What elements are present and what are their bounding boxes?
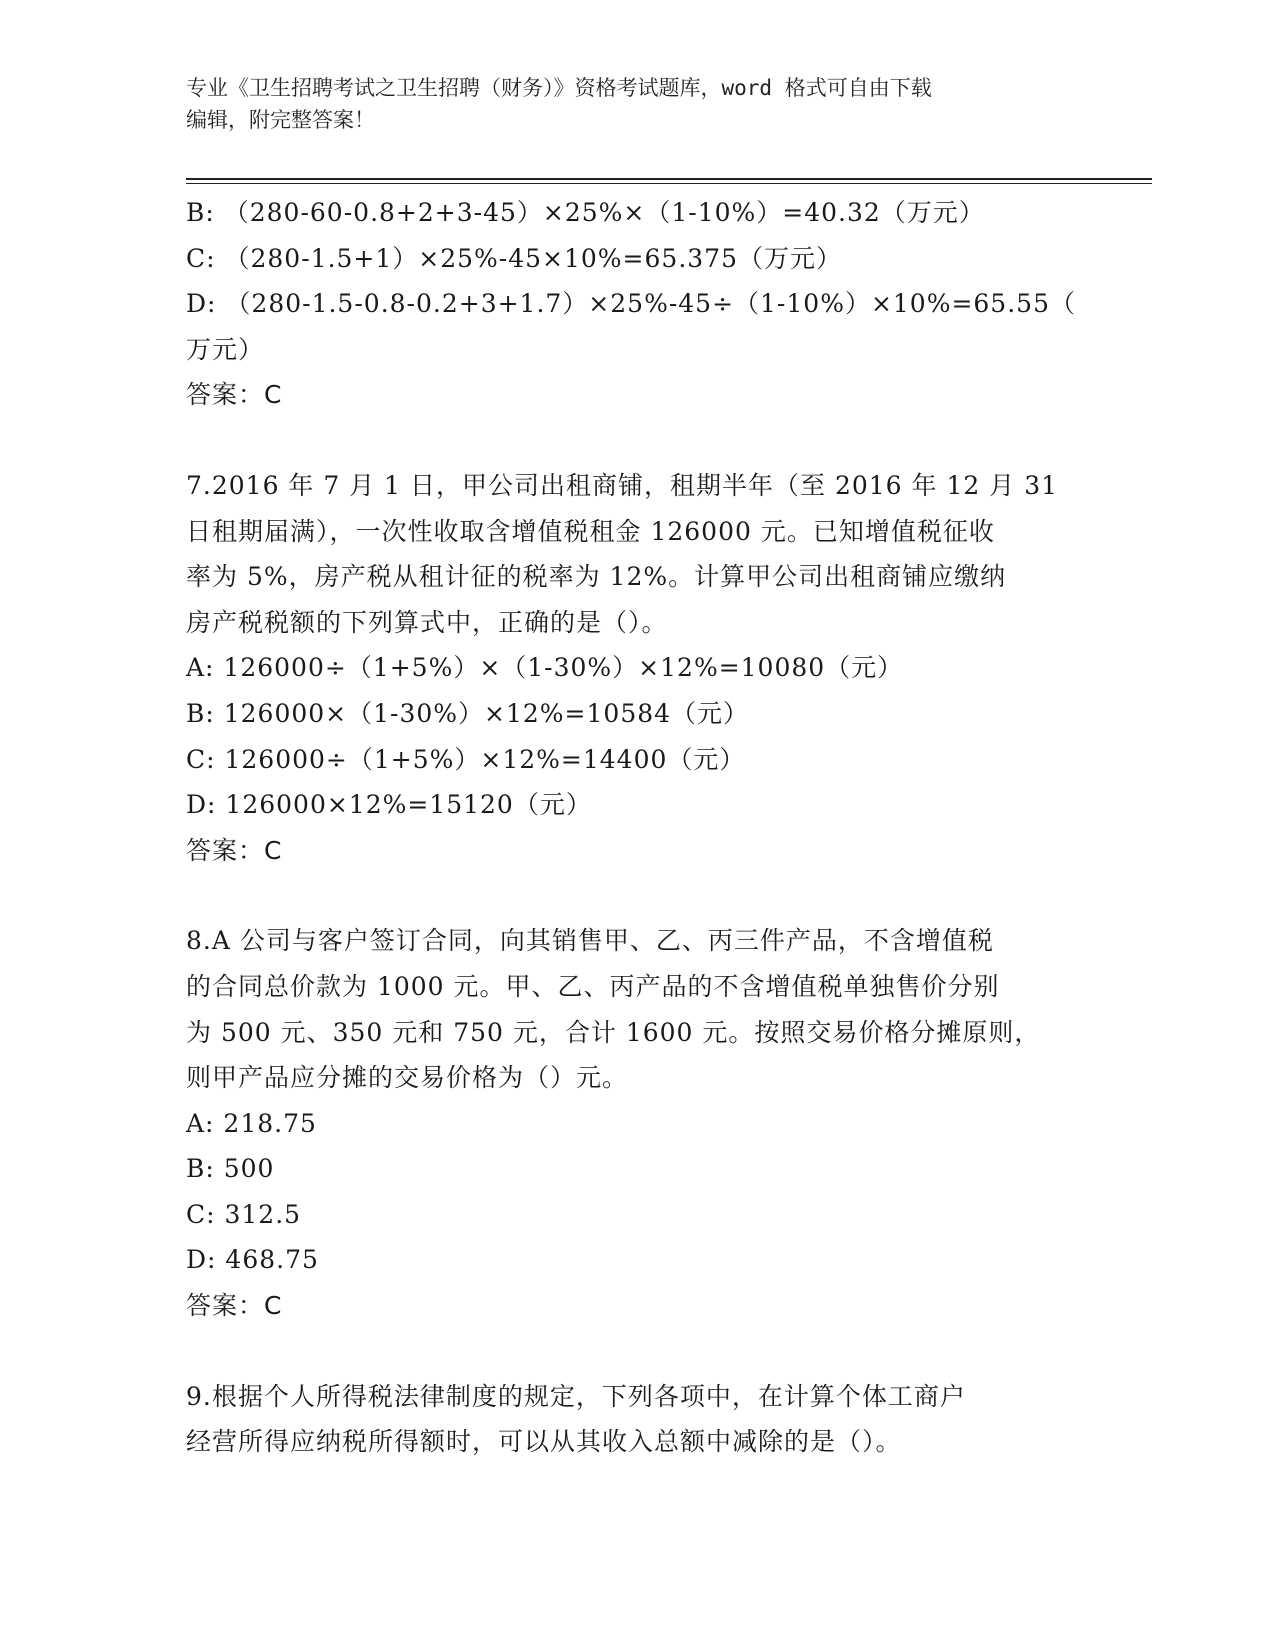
option-c: C: （280-1.5+1）×25%-45×10%=65.375（万元） [186,243,842,273]
question-8 [186,918,1086,1328]
document-header [186,72,1086,136]
option-c: C: 126000÷（1+5%）×12%=14400（元） [186,744,746,774]
header-divider-thin [186,183,1152,184]
question-stem-line: 的合同总价款为 1000 元。甲、乙、丙产品的不含增值税单独售价分别 [186,971,1000,1001]
question-6 [186,190,1086,418]
document-body [186,190,1086,1465]
answer: 答案：C [186,380,283,410]
header-line-2: 编辑，附完整答案！ [186,108,375,132]
question-stem-line: 则甲产品应分摊的交易价格为（）元。 [186,1063,629,1093]
question-stem-line: 9.根据个人所得税法律制度的规定，下列各项中，在计算个体工商户 [186,1381,966,1411]
question-stem-line: 为 500 元、350 元和 750 元，合计 1600 元。按照交易价格分摊原则， [186,1017,1041,1047]
question-7 [186,463,1086,873]
spacer [186,418,1086,463]
question-9 [186,1374,1086,1465]
spacer [186,873,1086,918]
option-d: D: 126000×12%=15120（元） [186,790,592,820]
spacer [186,1329,1086,1374]
option-b: B: （280-60-0.8+2+3-45）×25%×（1-10%）=40.32（万元） [186,198,985,227]
question-stem-line: 8.A 公司与客户签订合同，向其销售甲、乙、丙三件产品，不含增值税 [186,926,994,956]
option-d-continued: 万元） [186,334,265,364]
question-stem-line: 日租期届满），一次性收取含增值税租金 126000 元。已知增值税征收 [186,516,995,546]
answer: 答案：C [186,1291,283,1321]
option-d: D: 468.75 [186,1245,319,1275]
question-stem-line: 7.2016 年 7 月 1 日，甲公司出租商铺，租期半年（至 2016 年 12 月 31 [186,470,1059,500]
option-a: A: 126000÷（1+5%）×（1-30%）×12%=10080（元） [186,653,904,683]
option-b: B: 126000×（1-30%）×12%=10584（元） [186,698,750,728]
option-d: D: （280-1.5-0.8-0.2+3+1.7）×25%-45÷（1-10%）×10%=65.55（ [186,289,1076,319]
question-stem-line: 经营所得应纳税所得额时，可以从其收入总额中减除的是（）。 [186,1427,902,1457]
question-stem-line: 房产税税额的下列算式中，正确的是（）。 [186,607,668,637]
option-a: A: 218.75 [186,1108,317,1138]
header-divider-thick [186,178,1152,180]
header-line-1: 专业《卫生招聘考试之卫生招聘（财务）》资格考试题库，word 格式可自由下载 [186,76,932,100]
question-stem-line: 率为 5%，房产税从租计征的税率为 12%。计算甲公司出租商铺应缴纳 [186,562,1007,592]
answer: 答案：C [186,835,283,865]
option-c: C: 312.5 [186,1199,302,1229]
option-b: B: 500 [186,1154,275,1184]
